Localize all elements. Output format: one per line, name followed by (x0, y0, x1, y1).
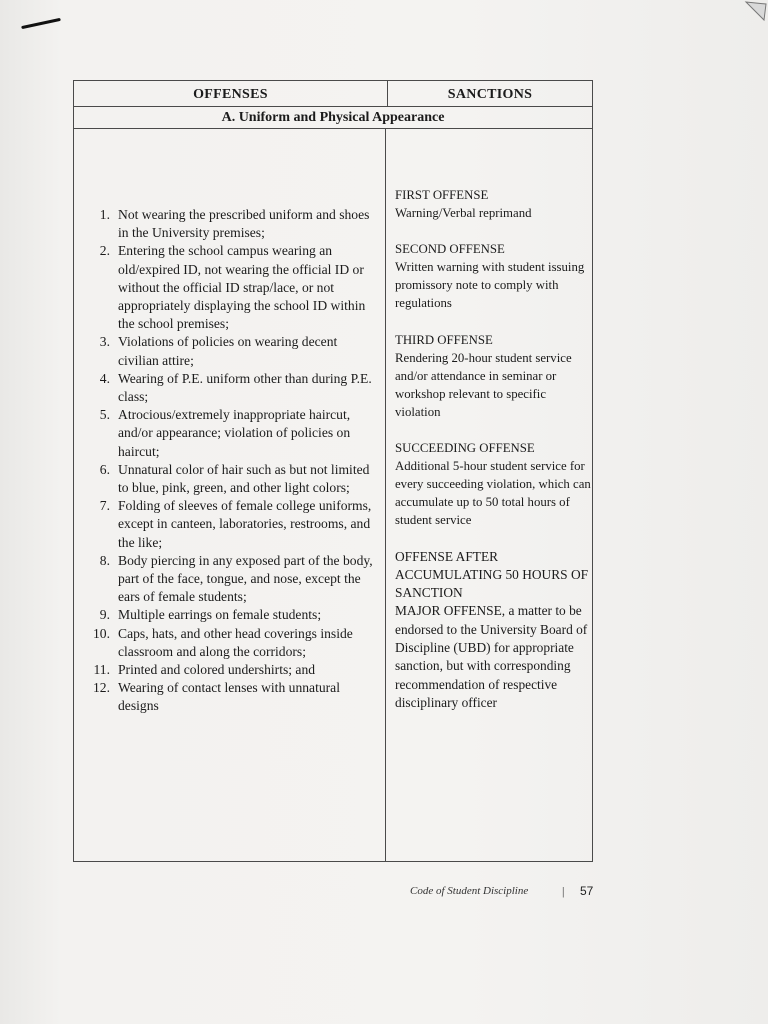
item-text: Printed and colored undershirts; and (118, 662, 316, 678)
sanction-text: Warning/Verbal reprimand (395, 206, 532, 221)
header-sanctions: SANCTIONS (447, 87, 533, 102)
table-header-row (74, 81, 592, 107)
sanction-succeeding (395, 439, 591, 529)
list-item (80, 406, 380, 461)
item-number: 11. (93, 662, 110, 678)
sanction-after-50-hours (395, 548, 591, 713)
item-number: 1. (99, 207, 110, 222)
list-item (80, 679, 380, 715)
section-title: A. Uniform and Physical Appearance (74, 107, 592, 129)
item-number: 6. (99, 461, 110, 477)
item-text: Caps, hats, and other head coverings inside classroom and along the corridors; (118, 625, 353, 659)
item-text: Not wearing the prescribed uniform and shoes in the University premises; (118, 207, 370, 241)
sanction-text: Additional 5-hour student service for every succeeding violation, which can accumulate up to 50 total hours of student service (395, 459, 591, 528)
list-item (80, 606, 380, 624)
sanction-heading: FIRST OFFENSE (395, 188, 489, 202)
list-item (80, 552, 380, 607)
footer-title: Code of Student Discipline (410, 885, 529, 897)
list-item (80, 661, 380, 679)
sanction-text: Written warning with student issuing promissory note to comply with regulations (395, 260, 585, 311)
sanction-text: MAJOR OFFENSE, a matter to be endorsed to the University Board of Discipline (UBD) for appropriate sanction, but with corresponding recommendation of respective disciplinary officer (395, 603, 588, 710)
item-number: 8. (99, 552, 110, 568)
header-offenses: OFFENSES (193, 87, 268, 102)
item-number: 12. (93, 680, 110, 696)
list-item (80, 625, 380, 661)
header-divider (387, 81, 388, 107)
item-text: Body piercing in any exposed part of the body, part of the face, tongue, and nose, except the ears of female students; (118, 552, 373, 605)
item-number: 9. (99, 607, 110, 623)
item-text: Entering the school campus wearing an old/expired ID, not wearing the official ID or without the official ID strap/lace, or not appropriately displaying the school ID within the school premises; (118, 243, 366, 332)
sanction-third (395, 331, 591, 421)
item-text: Folding of sleeves of female college uniforms, except in canteen, laboratories, restrooms, and the like; (118, 498, 372, 550)
sanction-second (395, 240, 591, 312)
footer-separator: | (562, 884, 565, 898)
sanction-first (395, 186, 591, 222)
item-text: Unnatural color of hair such as but not limited to blue, pink, green, and other light colors; (118, 461, 370, 496)
column-divider (385, 129, 386, 862)
item-number: 4. (99, 370, 110, 386)
sanctions-list (395, 186, 591, 730)
item-number: 7. (99, 498, 110, 514)
page-number: 57 (580, 884, 594, 898)
item-text: Wearing of P.E. uniform other than during P.E. class; (118, 370, 372, 405)
list-item (80, 461, 380, 497)
sanction-heading: SUCCEEDING OFFENSE (395, 441, 535, 456)
sanction-heading: THIRD OFFENSE (395, 332, 493, 347)
list-item (80, 206, 380, 242)
item-number: 10. (93, 625, 110, 641)
item-number: 3. (99, 334, 110, 350)
list-item (80, 333, 380, 369)
sanction-heading: OFFENSE AFTER ACCUMULATING 50 HOURS OF SANCTION (395, 548, 589, 601)
list-item (80, 370, 380, 406)
item-text: Atrocious/extremely inappropriate haircut, and/or appearance; violation of policies on haircut; (118, 407, 351, 459)
item-number: 2. (99, 243, 110, 259)
list-item (80, 497, 380, 552)
sanctions-table (73, 80, 593, 862)
sanction-text: Rendering 20-hour student service and/or attendance in seminar or workshop relevant to specific violation (395, 350, 572, 419)
list-item (80, 242, 380, 333)
item-text: Violations of policies on wearing decent civilian attire; (118, 334, 338, 368)
item-text: Wearing of contact lenses with unnatural designs (118, 680, 340, 714)
offenses-list (80, 206, 380, 716)
page-corner-fold (744, 0, 768, 24)
sanction-heading: SECOND OFFENSE (395, 242, 505, 257)
item-number: 5. (99, 407, 110, 423)
item-text: Multiple earrings on female students; (118, 607, 322, 623)
